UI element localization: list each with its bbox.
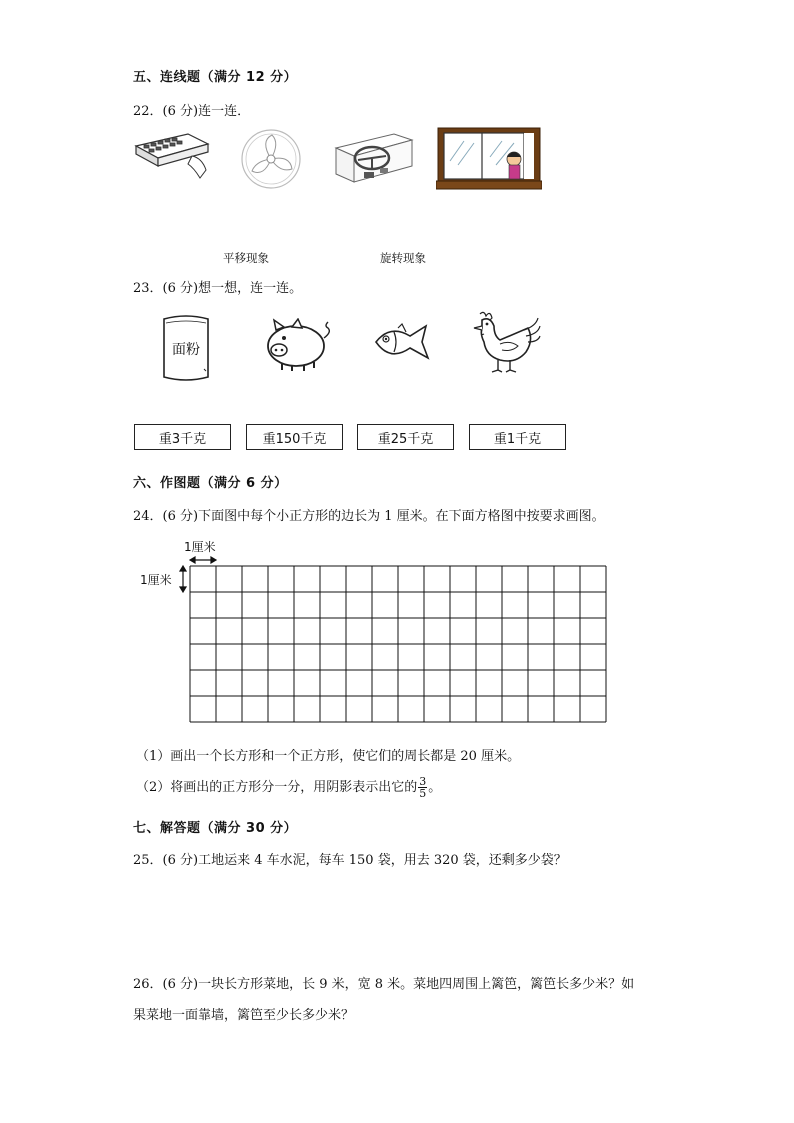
question-24-part1: （1）画出一个长方形和一个正方形，使它们的周长都是 20 厘米。: [136, 749, 521, 764]
fan-icon: [238, 127, 304, 191]
question-22-text: 22．(6 分)连一连．: [133, 104, 251, 119]
flour-bag-icon: [158, 313, 214, 383]
weight-box-4[interactable]: 重1千克: [469, 424, 566, 450]
pig-icon: [262, 318, 334, 374]
weight-box-1[interactable]: 重3千克: [134, 424, 231, 450]
unit-label-vertical: 1厘米: [140, 573, 172, 587]
fraction-three-fifths: [418, 776, 427, 799]
fish-icon: [372, 322, 432, 364]
section-title-7: 七、解答题（满分 30 分）: [133, 821, 298, 836]
part2-prefix: （2）将画出的正方形分一分，用阴影表示出它的: [136, 780, 418, 795]
part2-suffix: 。: [428, 780, 442, 795]
section-title-5: 五、连线题（满分 12 分）: [133, 70, 298, 85]
fraction-denominator: 5: [419, 787, 427, 800]
question-26-line2: 果菜地一面靠墙，篱笆至少长多少米？: [133, 1008, 355, 1023]
chicken-icon: [470, 310, 542, 376]
steering-wheel-icon: [334, 128, 414, 184]
unit-arrow-horizontal: [190, 557, 216, 563]
question-24-part2: [136, 776, 441, 799]
label-rotation: 旋转现象: [380, 251, 426, 265]
weight-box-3[interactable]: 重25千克: [357, 424, 454, 450]
flour-label: 面粉: [172, 342, 200, 358]
unit-arrow-vertical: [180, 566, 186, 592]
unit-label-horizontal: 1厘米: [184, 540, 216, 554]
question-25-text: 25．(6 分)工地运来 4 车水泥，每车 150 袋，用去 320 袋，还剩多少袋？: [133, 853, 567, 868]
label-translation: 平移现象: [223, 251, 269, 265]
sliding-window-icon: [436, 127, 542, 191]
square-grid[interactable]: [138, 536, 618, 734]
weight-box-2[interactable]: 重150千克: [246, 424, 343, 450]
section-title-6: 六、作图题（满分 6 分）: [133, 476, 288, 491]
question-26-line1: 26．(6 分)一块长方形菜地，长 9 米，宽 8 米。菜地四周围上篱笆，篱笆长多少米？如: [133, 977, 635, 992]
fraction-numerator: 3: [419, 775, 427, 788]
question-24-text: 24．(6 分)下面图中每个小正方形的边长为 1 厘米。在下面方格图中按要求画图。: [133, 509, 605, 524]
calculator-keyboard-icon: [130, 128, 214, 184]
question-23-text: 23．(6 分)想一想，连一连。: [133, 281, 303, 296]
